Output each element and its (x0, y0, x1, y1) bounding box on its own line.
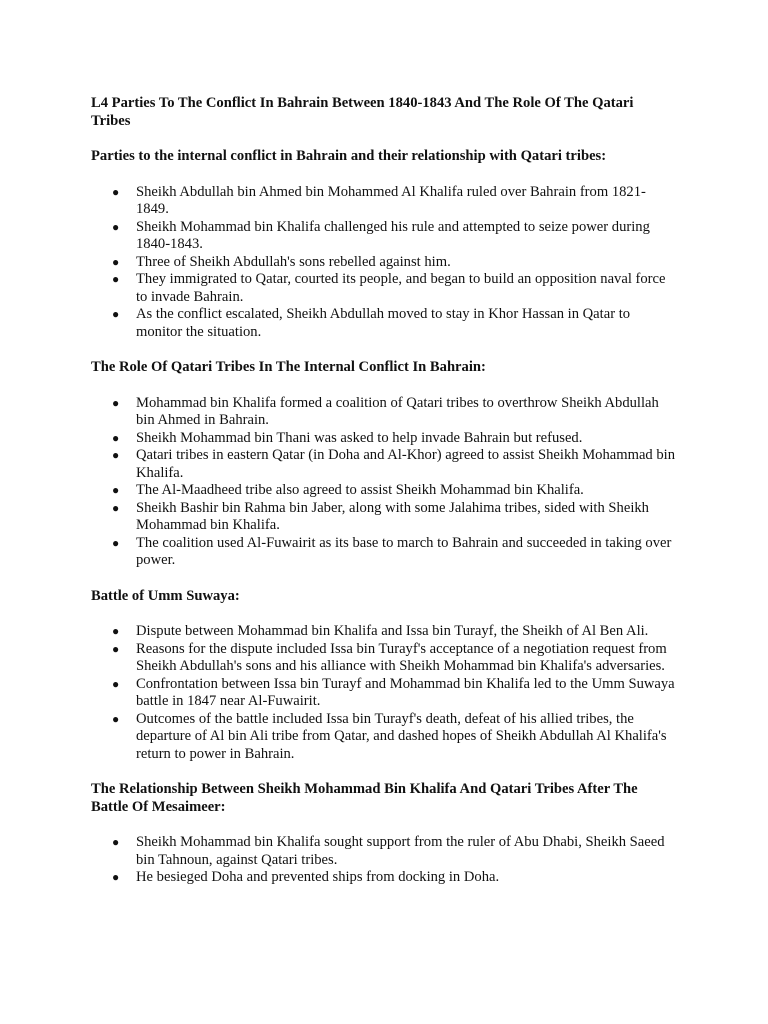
list-item-text: Sheikh Bashir bin Rahma bin Jaber, along with some Jalahima tribes, sided with Sheikh Mohammad bin Khalifa. (136, 499, 649, 533)
bullet-icon: ● (112, 676, 120, 691)
list-item (91, 395, 676, 430)
list-item-text: He besieged Doha and prevented ships from docking in Doha. (136, 869, 500, 885)
list-item-text: Reasons for the dispute included Issa bin Turayf's acceptance of a negotiation request from Sheikh Abdullah's sons and his alliance with Sheikh Mohammad bin Khalifa's adversaries. (136, 640, 667, 674)
list-item (91, 500, 676, 535)
list-item (91, 184, 676, 219)
list-item-text: Dispute between Mohammad bin Khalifa and Issa bin Turayf, the Sheikh of Al Ben Ali. (136, 623, 649, 639)
list-item (91, 869, 676, 887)
list-item-text: The Al-Maadheed tribe also agreed to assist Sheikh Mohammad bin Khalifa. (136, 482, 584, 498)
list-item-text: Outcomes of the battle included Issa bin Turayf's death, defeat of his allied tribes, the departure of Al bin Ali tribe from Qatar, and dashed hopes of Sheikh Abdullah Al Khalifa's return to power in Bahrain. (136, 710, 667, 762)
list-item (91, 430, 676, 448)
list-item (91, 641, 676, 676)
bullet-icon: ● (112, 711, 120, 726)
bullet-icon: ● (112, 272, 120, 286)
list-item-text: As the conflict escalated, Sheikh Abdullah moved to stay in Khor Hassan in Qatar to monitor the situation. (136, 306, 631, 340)
list-item (91, 623, 676, 641)
list-item-text: Sheikh Mohammad bin Khalifa challenged his rule and attempted to seize power during 1840-1843. (136, 218, 650, 252)
list-item (91, 447, 676, 482)
bullet-icon: ● (112, 500, 120, 515)
bullet-icon: ● (112, 448, 120, 462)
bullet-icon: ● (112, 835, 120, 849)
bullet-icon: ● (112, 184, 120, 199)
list-item-text: The coalition used Al-Fuwairit as its base to march to Bahrain and succeeded in taking over power. (136, 534, 672, 568)
bullet-icon: ● (112, 219, 120, 234)
bullet-list (91, 395, 676, 570)
list-item (91, 834, 676, 869)
section-relationship-after-mesaimeer (91, 781, 676, 887)
bullet-icon: ● (112, 430, 120, 445)
bullet-list (91, 623, 676, 763)
list-item (91, 482, 676, 500)
bullet-icon: ● (112, 641, 120, 656)
bullet-icon: ● (112, 307, 120, 321)
list-item (91, 535, 676, 570)
section-heading: Parties to the internal conflict in Bahrain and their relationship with Qatari tribes: (91, 148, 607, 164)
section-heading: The Role Of Qatari Tribes In The Internal Conflict In Bahrain: (91, 359, 486, 375)
list-item-text: Mohammad bin Khalifa formed a coalition of Qatari tribes to overthrow Sheikh Abdullah bin Ahmed in Bahrain. (136, 394, 659, 428)
list-item (91, 711, 676, 764)
bullet-list (91, 184, 676, 342)
section-parties (91, 148, 676, 341)
list-item (91, 254, 676, 272)
list-item-text: They immigrated to Qatar, courted its people, and began to build an opposition naval force to invade Bahrain. (136, 271, 666, 305)
bullet-icon: ● (112, 870, 120, 884)
list-item (91, 219, 676, 254)
bullet-icon: ● (112, 254, 120, 269)
list-item-text: Sheikh Mohammad bin Thani was asked to help invade Bahrain but refused. (136, 429, 583, 446)
document-body (91, 95, 676, 905)
list-item (91, 676, 676, 711)
bullet-list (91, 834, 676, 887)
list-item-text: Sheikh Abdullah bin Ahmed bin Mohammed Al Khalifa ruled over Bahrain from 1821-1849. (136, 183, 646, 217)
bullet-icon: ● (112, 483, 120, 497)
section-role-of-tribes (91, 359, 676, 570)
bullet-icon: ● (112, 624, 120, 638)
list-item-text: Three of Sheikh Abdullah's sons rebelled against him. (136, 253, 451, 270)
bullet-icon: ● (112, 535, 120, 550)
section-heading: The Relationship Between Sheikh Mohammad Bin Khalifa And Qatari Tribes After The Battle Of Mesaimeer: (91, 781, 638, 815)
document-title: L4 Parties To The Conflict In Bahrain Between 1840-1843 And The Role Of The Qatari Tribes (91, 95, 634, 129)
list-item-text: Sheikh Mohammad bin Khalifa sought support from the ruler of Abu Dhabi, Sheikh Saeed bin Tahnoun, against Qatari tribes. (136, 834, 665, 868)
section-battle-umm-suwaya (91, 588, 676, 764)
section-heading: Battle of Umm Suwaya: (91, 587, 240, 604)
list-item-text: Qatari tribes in eastern Qatar (in Doha and Al-Khor) agreed to assist Sheikh Mohammad bin Khalifa. (136, 447, 676, 481)
list-item-text: Confrontation between Issa bin Turayf and Mohammad bin Khalifa led to the Umm Suwaya battle in 1847 near Al-Fuwairit. (136, 675, 675, 709)
bullet-icon: ● (112, 395, 120, 410)
list-item (91, 271, 676, 306)
list-item (91, 306, 676, 341)
